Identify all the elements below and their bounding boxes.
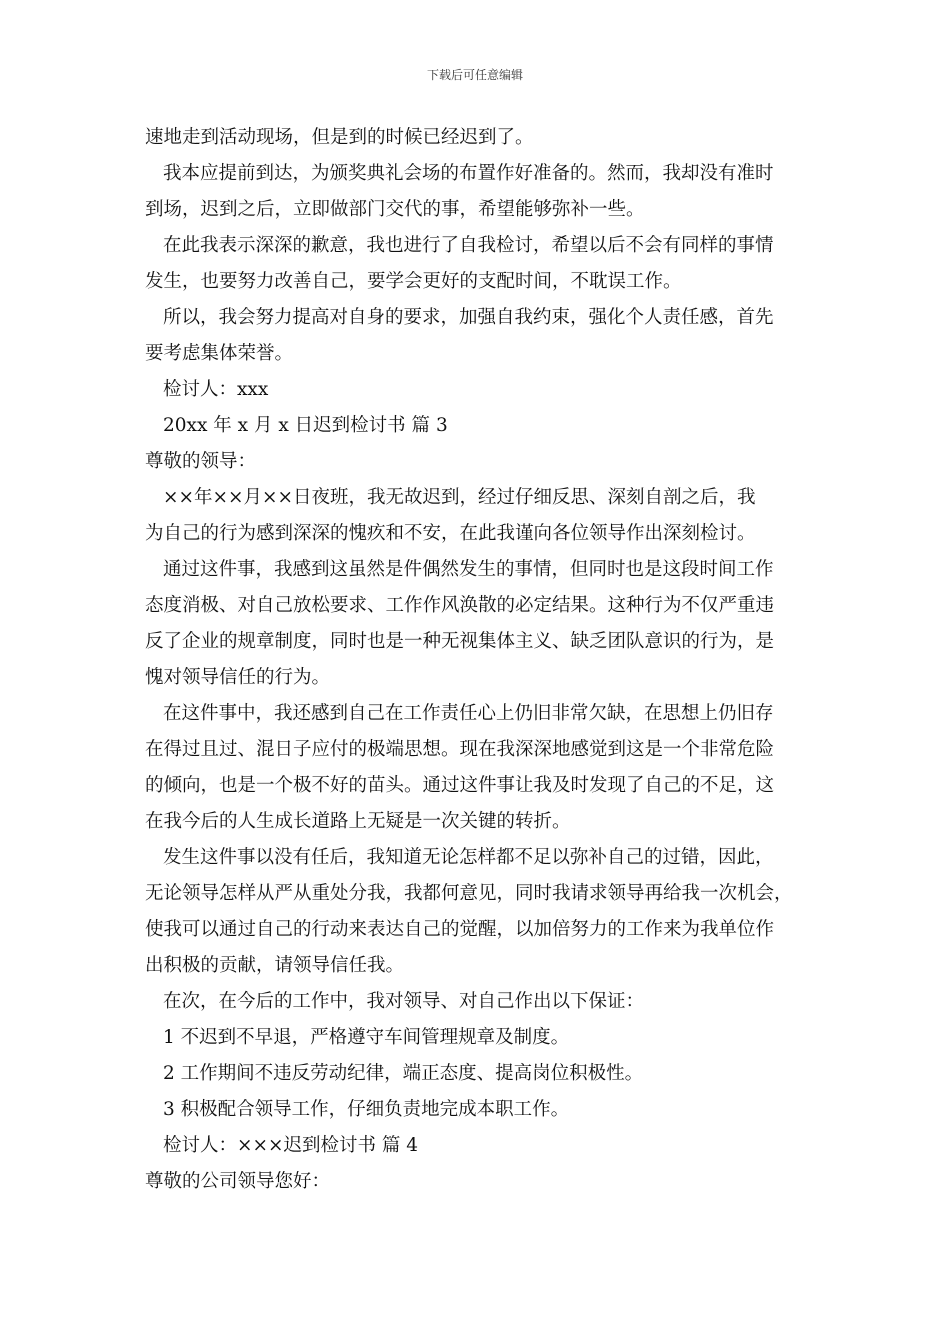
text-line: 3 积极配合领导工作，仔细负责地完成本职工作。 [163,1099,570,1120]
text-line: 2 工作期间不违反劳动纪律，端正态度、提高岗位积极性。 [163,1063,644,1084]
text-line: 发生，也要努力改善自己，要学会更好的支配时间，不耽误工作。 [145,271,682,292]
text-line: 在得过且过、混日子应付的极端思想。现在我深深地感觉到这是一个非常危险 [145,739,775,760]
text-line: 速地走到活动现场，但是到的时候已经迟到了。 [145,127,534,148]
text-line: 我本应提前到达，为颁奖典礼会场的布置作好准备的。然而，我却没有准时 [163,163,774,184]
page-header: 下载后可任意编辑 [426,68,523,82]
text-line: 所以，我会努力提高对自身的要求，加强自我约束，强化个人责任感，首先 [163,307,774,328]
text-line: 检讨人：xxx [163,379,269,400]
text-line: 发生这件事以没有任后，我知道无论怎样都不足以弥补自己的过错，因此， [163,847,774,868]
text-line: 在此我表示深深的歉意，我也进行了自我检讨，希望以后不会有同样的事情 [163,235,774,256]
text-line: 到场，迟到之后，立即做部门交代的事，希望能够弥补一些。 [145,199,645,220]
text-line: 尊敬的公司领导您好： [145,1171,331,1192]
text-line: 无论领导怎样从严从重处分我，我都何意见，同时我请求领导再给我一次机会， [145,883,793,904]
text-line: 1 不迟到不早退，严格遵守车间管理规章及制度。 [163,1027,570,1048]
text-line: 20xx 年 x 月 x 日迟到检讨书 篇 3 [163,415,448,436]
text-line: 为自己的行为感到深深的愧疚和不安，在此我谨向各位领导作出深刻检讨。 [145,523,756,544]
text-line: 检讨人：×××迟到检讨书 篇 4 [163,1135,419,1156]
text-line: 要考虑集体荣誉。 [145,343,294,364]
text-line: 尊敬的领导： [145,451,257,472]
text-line: 态度消极、对自己放松要求、工作作风涣散的必定结果。这种行为不仅严重违 [145,595,775,616]
text-line: 使我可以通过自己的行动来表达自己的觉醒，以加倍努力的工作来为我单位作 [145,919,775,940]
text-line: ××年××月××日夜班，我无故迟到，经过仔细反思、深刻自剖之后，我 [163,487,756,508]
text-line: 出积极的贡献，请领导信任我。 [145,955,405,976]
text-line: 在次，在今后的工作中，我对领导、对自己作出以下保证： [163,991,645,1012]
text-line: 反了企业的规章制度，同时也是一种无视集体主义、缺乏团队意识的行为，是 [145,631,775,652]
document-body [145,120,811,1200]
text-line: 在我今后的人生成长道路上无疑是一次关键的转折。 [145,811,571,832]
text-line: 愧对领导信任的行为。 [145,667,331,688]
text-line: 的倾向，也是一个极不好的苗头。通过这件事让我及时发现了自己的不足，这 [145,775,775,796]
text-line: 在这件事中，我还感到自己在工作责任心上仍旧非常欠缺，在思想上仍旧存 [163,703,774,724]
text-line: 通过这件事，我感到这虽然是件偶然发生的事情，但同时也是这段时间工作 [163,559,774,580]
